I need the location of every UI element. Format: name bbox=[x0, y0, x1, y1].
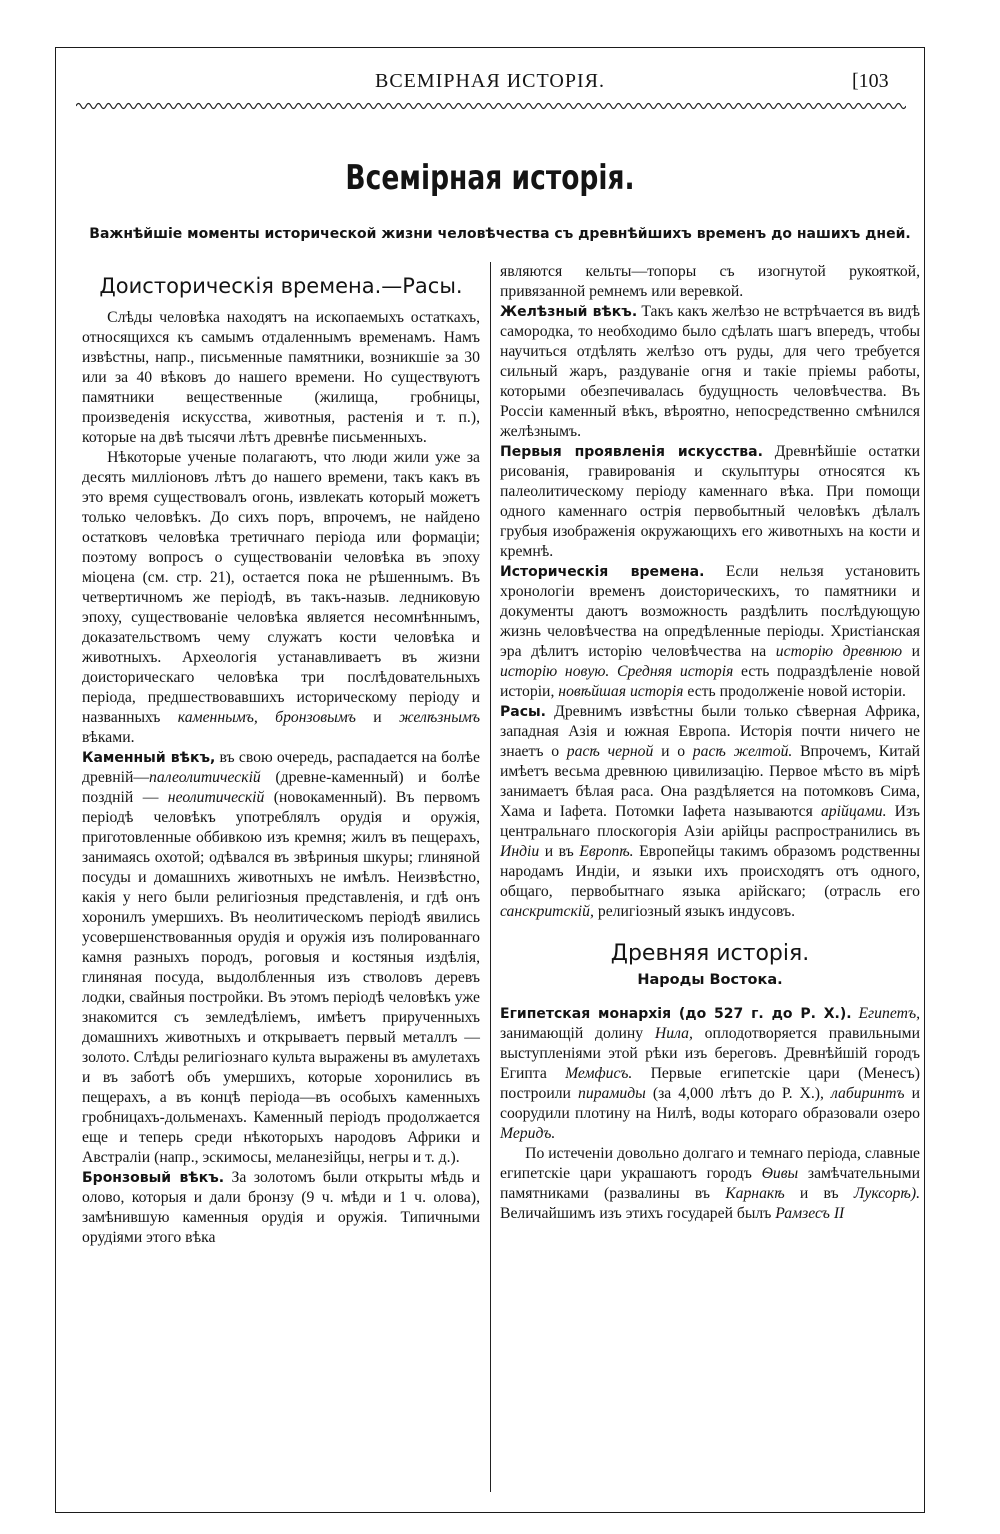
paragraph-celts: являются кельты—топоры съ изогнутой рукояткой, привязанной ремнемъ или веревкой. bbox=[500, 263, 920, 300]
paragraph-races: Расы. Древнимъ извѣстны были только сѣверная Африка, западная Азія и южная Европа. Исторія почти ничего не знаетъ о расѣ черной и о расѣ желтой. Впрочемъ, Китай имѣетъ весьма древнюю цивилизацію. Первое мѣсто въ мірѣ занимаетъ бѣлая раса. Она раздѣляется на потомковъ Сима, Хама и Іафета. Потомки Іафета называются арійцами. Изъ центральнаго плоскогорія Азіи арійцы распространились въ Индіи и въ Европѣ. Европейцы такимъ образомъ родственны народамъ Индіи, и языки ихъ происходятъ отъ одного, общаго, первобытнаго языка арійскаго; (отрасль его санскритскій, религіозный языкъ индусовъ. bbox=[500, 703, 921, 920]
page-title: Всемірная исторія. bbox=[345, 158, 635, 198]
term-bronze-age: Бронзовый вѣкъ. bbox=[82, 1170, 225, 1186]
wavy-divider bbox=[76, 100, 906, 112]
column-divider bbox=[490, 262, 491, 1492]
term-historic-times: Историческія времена. bbox=[500, 564, 705, 580]
section-heading-ancient-history: Древняя исторія. bbox=[610, 941, 810, 966]
paragraph-iron-age: Желѣзный вѣкъ. Такъ какъ желѣзо не встрѣчается въ видѣ самородка, то необходимо было сдѣлать шагъ впередъ, чтобы научиться отдѣлять желѣзо отъ руды, для чего требуется сильный жаръ, раздуваніе огня и такіе пріемы работы, которыми обезпечивалась будущность человѣчества. Въ Россіи каменный вѣкъ, вѣроятно, непосредственно смѣнился желѣзнымъ. bbox=[500, 303, 921, 440]
paragraph-scholars: Нѣкоторые ученые полагаютъ, что люди жили уже за десять милліоновъ лѣтъ до нашего времени, такъ какъ въ это время существовалъ огонь, извлекать который можетъ только человѣкъ. До сихъ поръ, впрочемъ, не найдено остатковъ человѣка третичнаго періода или формаціи; поэтому вопросъ о существованіи человѣка въ эпоху міоцена (см. стр. 21), остается пока не рѣшеннымъ. Въ четвертичномъ же періодѣ, въ такъ-назыв. ледниковую эпоху, существованіе человѣка является несомнѣннымъ, доказательствомъ чему служатъ кости человѣка и животныхъ. Археологія устанавливаетъ въ жизни доисторическаго человѣка три послѣдовательныхъ періода, предшествовавшихъ историческому періоду и названныхъ каменнымъ, бронзовымъ и желѣзнымъ вѣками. bbox=[82, 449, 480, 746]
page-number: [103 bbox=[852, 70, 889, 92]
paragraph-bronze-age: Бронзовый вѣкъ. За золотомъ были открыты мѣдь и олово, которыя и дали бронзу (9 ч. мѣди и 1 ч. олова), замѣнившую каменныя орудія и оружія. Типичными орудіями этого вѣка bbox=[82, 1169, 480, 1246]
term-races: Расы. bbox=[500, 704, 546, 720]
running-header-title: ВСЕМІРНАЯ ИСТОРІЯ. bbox=[375, 70, 605, 92]
left-column bbox=[82, 262, 480, 1248]
term-egyptian-monarchy: Египетская монархія (до 527 г. до Р. X.). bbox=[500, 1006, 852, 1022]
term-stone-age: Каменный вѣкъ, bbox=[82, 750, 216, 766]
paragraph-art: Первыя проявленія искусства. Древнѣйшіе остатки рисованія, гравированія и скульптуры относятся къ палеолитическому періоду каменнаго вѣка. При помощи одного каменнаго острія первобытный человѣкъ дѣлалъ грубыя изображенія окружающихъ его животныхъ на кости и кремнѣ. bbox=[500, 443, 920, 560]
subheading-peoples-of-east: Народы Востока. bbox=[637, 972, 783, 988]
paragraph-traces: Слѣды человѣка находятъ на ископаемыхъ остаткахъ, относящихся къ самымъ отдаленнымъ временамъ. Намъ извѣстны, напр., письменные памятники, возникшіе за 30 или за 40 вѣковъ до нашего времени. Но существуютъ памятники вещественные (жилища, гробницы, произведенія искусства, животныя, растенія и т. п.), которые на двѣ тысячи лѣтъ древнѣе письменныхъ. bbox=[82, 309, 480, 446]
paragraph-historic-times: Историческія времена. Если нельзя установить хронологіи временъ доисторическихъ, то памятники и документы даютъ возможность раздѣлить послѣдующую жизнь человѣчества на опредѣленные періоды. Христіанская эра дѣлитъ исторію человѣчества на исторію древнюю и исторію новую. Средняя исторія есть подраздѣленіе новой исторіи, новѣйшая исторія есть продолженіе новой исторіи. bbox=[500, 563, 921, 700]
right-column bbox=[500, 262, 920, 1224]
paragraph-thebes: По истеченіи довольно долгаго и темнаго періода, славные египетскіе цари украшаютъ городъ Ѳивы замѣчательными памятниками (развалины въ Карнакѣ и въ Луксорѣ). Величайшимъ изъ этихъ государей былъ Рамзесъ II bbox=[500, 1145, 921, 1222]
paragraph-egypt: Египетская монархія (до 527 г. до Р. X.). Египетъ, занимающій долину Нила, оплодотворяется правильными выступленіями этой рѣки изъ береговъ. Древнѣйшій городъ Египта Мемфисъ. Первые египетскіе цари (Менесъ) построили пирамиды (за 4,000 лѣтъ до Р. X.), лабиринтъ и соорудили плотину на Нилѣ, воды котораго образовали озеро Меридъ. bbox=[500, 1005, 921, 1142]
term-first-art: Первыя проявленія искусства. bbox=[500, 444, 763, 460]
term-iron-age: Желѣзный вѣкъ. bbox=[500, 304, 638, 320]
page-subtitle: Важнѣйшіе моменты исторической жизни человѣчества съ древнѣйшихъ временъ до нашихъ дней. bbox=[89, 226, 911, 242]
section-heading-prehistoric: Доисторическія времена.—Расы. bbox=[99, 274, 463, 298]
paragraph-stone-age: Каменный вѣкъ, въ свою очередь, распадается на болѣе древній—палеолитическій (древне-каменный) и болѣе поздній — неолитическій (новокаменный). Въ первомъ періодѣ человѣкъ употреблялъ орудія и оружія, приготовленные оббивкою изъ кремня; жилъ въ пещерахъ, занимаясь охотой; одѣвался въ звѣриныя шкуры; глиняной посуды и домашнихъ животныхъ не имѣлъ. Неизвѣстно, какія у него были религіозныя представленія, и гдѣ онъ хоронилъ умершихъ. Въ неолитическомъ періодѣ явились усовершенствованныя орудія и оружія изъ полированнаго камня разныхъ породъ, роговыя и костяныя издѣлія, глиняная посуда, выдолбленныя изъ стволовъ деревъ лодки, свайныя постройки. Въ этомъ періодѣ человѣкъ уже знакомится съ земледѣліемъ, имѣетъ прирученныхъ домашнихъ животныхъ и открываетъ первый металлъ — золото. Слѣды религіознаго культа выражены въ амулетахъ и въ заботѣ объ умершихъ, которые хоронились въ пещерахъ, а въ концѣ періода—въ особыхъ каменныхъ гробницахъ-дольменахъ. Каменный періодъ продолжается еще и теперь среди нѣкоторыхъ народовъ Африки и Австраліи (напр., эскимосы, меланезійцы, негры и т. д.). bbox=[82, 749, 481, 1166]
